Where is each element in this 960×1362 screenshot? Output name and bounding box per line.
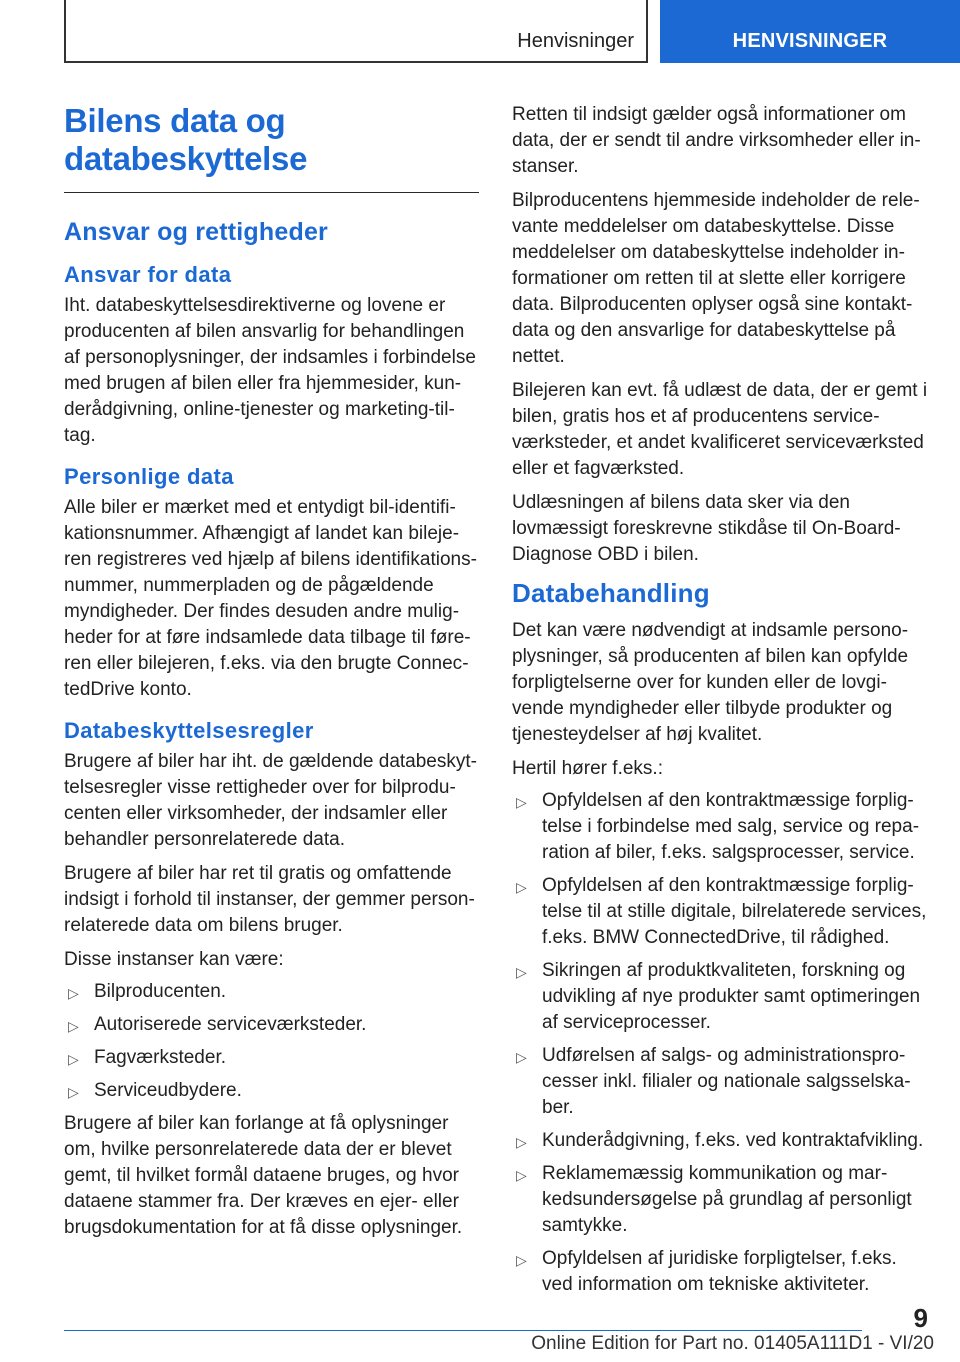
processing-list xyxy=(512,788,928,1298)
list-item-text: Reklamemæssig kommunikation og markedsundersøgelse på grundlag af personligt samtykke. xyxy=(542,1163,912,1236)
subheading-personal-data: Personlige data xyxy=(64,464,234,489)
list-item xyxy=(512,1043,928,1121)
header-section-title: Henvisninger xyxy=(517,30,634,52)
page-title: Bilens data og databeskyttelse xyxy=(64,102,308,177)
right-column xyxy=(512,102,928,1305)
paragraph-right-2: Bilproducentens hjemmeside indeholder de relevante meddelelser om databeskyttelse. Disse meddelelser om databeskyttelse indeholder informationer om retten til at slette eller korrigere data. Bilproducenten oplyser også sine kontaktdata og den ansvarlige for databeskyttelse på nettet. xyxy=(512,190,920,367)
list-item xyxy=(512,788,928,866)
paragraph-right-4: Udlæsningen af bilens data sker via den lovmæssigt foreskrevne stikdåse til On-Board-Diagnose OBD i bilen. xyxy=(512,492,901,565)
list-item xyxy=(64,1045,479,1071)
paragraph-personal-data: Alle biler er mærket med et entydigt bil-identifikationsnummer. Afhængigt af landet kan bilejeren registreres ved hjælp af bilens identifikationsnummer, nummerpladen og de pågældende myndigheder. Der findes desuden andre muligheder for at føre indsamlede data tilbage til føreren eller bilejeren, f.eks. via den brugte ConnectedDrive konto. xyxy=(64,497,477,700)
list-item-text: Kunderådgivning, f.eks. ved kontraktafvikling. xyxy=(542,1130,924,1151)
bullet-triangle-icon: ▷ xyxy=(516,1134,527,1150)
subheading-data-protection-rules: Databeskyttelsesregler xyxy=(64,718,314,743)
bullet-triangle-icon: ▷ xyxy=(68,985,79,1001)
header-chapter-label: HENVISNINGER xyxy=(732,30,888,52)
bullet-triangle-icon: ▷ xyxy=(516,794,527,810)
list-item xyxy=(64,1078,479,1104)
list-item xyxy=(512,873,928,951)
list-item-text: Opfyldelsen af juridiske forpligtelser, f.eks. ved information om tekniske aktiviteter. xyxy=(542,1248,897,1295)
header-chapter-tab[interactable] xyxy=(660,0,960,63)
list-item xyxy=(512,1161,928,1239)
paragraph-processing-1: Det kan være nødvendigt at indsamle personoplysninger, så producenten af bilen kan opfylde forpligtelserne over for kunden eller de lovgivende myndigheder eller tilbyde produkter og tjenesteydelser af høj kvalitet. xyxy=(512,620,909,745)
paragraph-right-1: Retten til indsigt gælder også informationer om data, der er sendt til andre virksomheder eller instanser. xyxy=(512,104,921,177)
bullet-triangle-icon: ▷ xyxy=(516,1252,527,1268)
paragraph-rules-2: Brugere af biler har ret til gratis og omfattende indsigt i forhold til instanser, der gemmer personrelaterede data om bilens bruger. xyxy=(64,863,475,936)
list-item-text: Opfyldelsen af den kontraktmæssige forpligtelse til at stille digitale, bilrelaterede services, f.eks. BMW ConnectedDrive, til rådighed. xyxy=(542,875,927,948)
list-item-text: Udførelsen af salgs- og administrationsprocesser inkl. filialer og nationale salgsselskaber. xyxy=(542,1045,911,1118)
list-item-text: Sikringen af produktkvaliteten, forskning og udvikling af nye produkter samt optimeringen af serviceprocesser. xyxy=(542,960,921,1033)
list-item-text: Opfyldelsen af den kontraktmæssige forpligtelse i forbindelse med salg, service og reparation af biler, f.eks. salgsprocesser, service. xyxy=(542,790,920,863)
paragraph-responsibility: Iht. databeskyttelsesdirektiverne og lovene er producenten af bilen ansvarlig for behandlingen af personoplysninger, der indsamles i forbindelse med brugen af bilen eller fra hjemmesider, kunderådgivning, online-tjenester og marketing-tiltag. xyxy=(64,295,476,446)
footer-edition-note: Online Edition for Part no. 01405A111D1 - VI/20 xyxy=(531,1333,934,1354)
list-item xyxy=(64,1012,479,1038)
bullet-triangle-icon: ▷ xyxy=(516,879,527,895)
bullet-triangle-icon: ▷ xyxy=(68,1018,79,1034)
instances-list xyxy=(64,979,479,1104)
section-title-rights: Ansvar og rettigheder xyxy=(64,218,328,246)
subheading-responsibility: Ansvar for data xyxy=(64,262,232,287)
footer-divider xyxy=(64,1330,862,1331)
paragraph-right-3: Bilejeren kan evt. få udlæst de data, der er gemt i bilen, gratis hos et af producentens serviceværksteder, et andet kvalificeret serviceværksted eller et fagværksted. xyxy=(512,380,928,479)
page-number: 9 xyxy=(913,1303,928,1333)
bullet-triangle-icon: ▷ xyxy=(68,1084,79,1100)
paragraph-processing-2: Hertil hører f.eks.: xyxy=(512,758,663,779)
bullet-triangle-icon: ▷ xyxy=(516,964,527,980)
left-column xyxy=(64,102,479,1249)
bullet-triangle-icon: ▷ xyxy=(516,1167,527,1183)
paragraph-rules-4: Brugere af biler kan forlange at få oplysninger om, hvilke personrelaterede data der er blevet gemt, til hvilket formål dataene bruges, og hvor dataene stammer fra. Der kræves en ejer- eller brugsdokumentation for at få disse oplysninger. xyxy=(64,1113,463,1238)
list-item xyxy=(512,1246,928,1298)
list-item-text: Bilproducenten. xyxy=(94,981,227,1002)
paragraph-rules-3: Disse instanser kan være: xyxy=(64,949,284,970)
list-item-text: Autoriserede serviceværksteder. xyxy=(94,1014,367,1035)
list-item-text: Serviceudbydere. xyxy=(94,1080,242,1101)
title-divider xyxy=(64,192,479,193)
section-title-processing: Databehandling xyxy=(512,578,710,608)
list-item xyxy=(512,958,928,1036)
list-item xyxy=(64,979,479,1005)
bullet-triangle-icon: ▷ xyxy=(68,1051,79,1067)
header-section-box xyxy=(64,0,648,63)
paragraph-rules-1: Brugere af biler har iht. de gældende databeskyttelsesregler visse rettigheder over for bilproducenten eller virksomheder, der indsamler eller behandler personrelaterede data. xyxy=(64,751,477,850)
bullet-triangle-icon: ▷ xyxy=(516,1049,527,1065)
list-item xyxy=(512,1128,928,1154)
list-item-text: Fagværksteder. xyxy=(94,1047,226,1068)
